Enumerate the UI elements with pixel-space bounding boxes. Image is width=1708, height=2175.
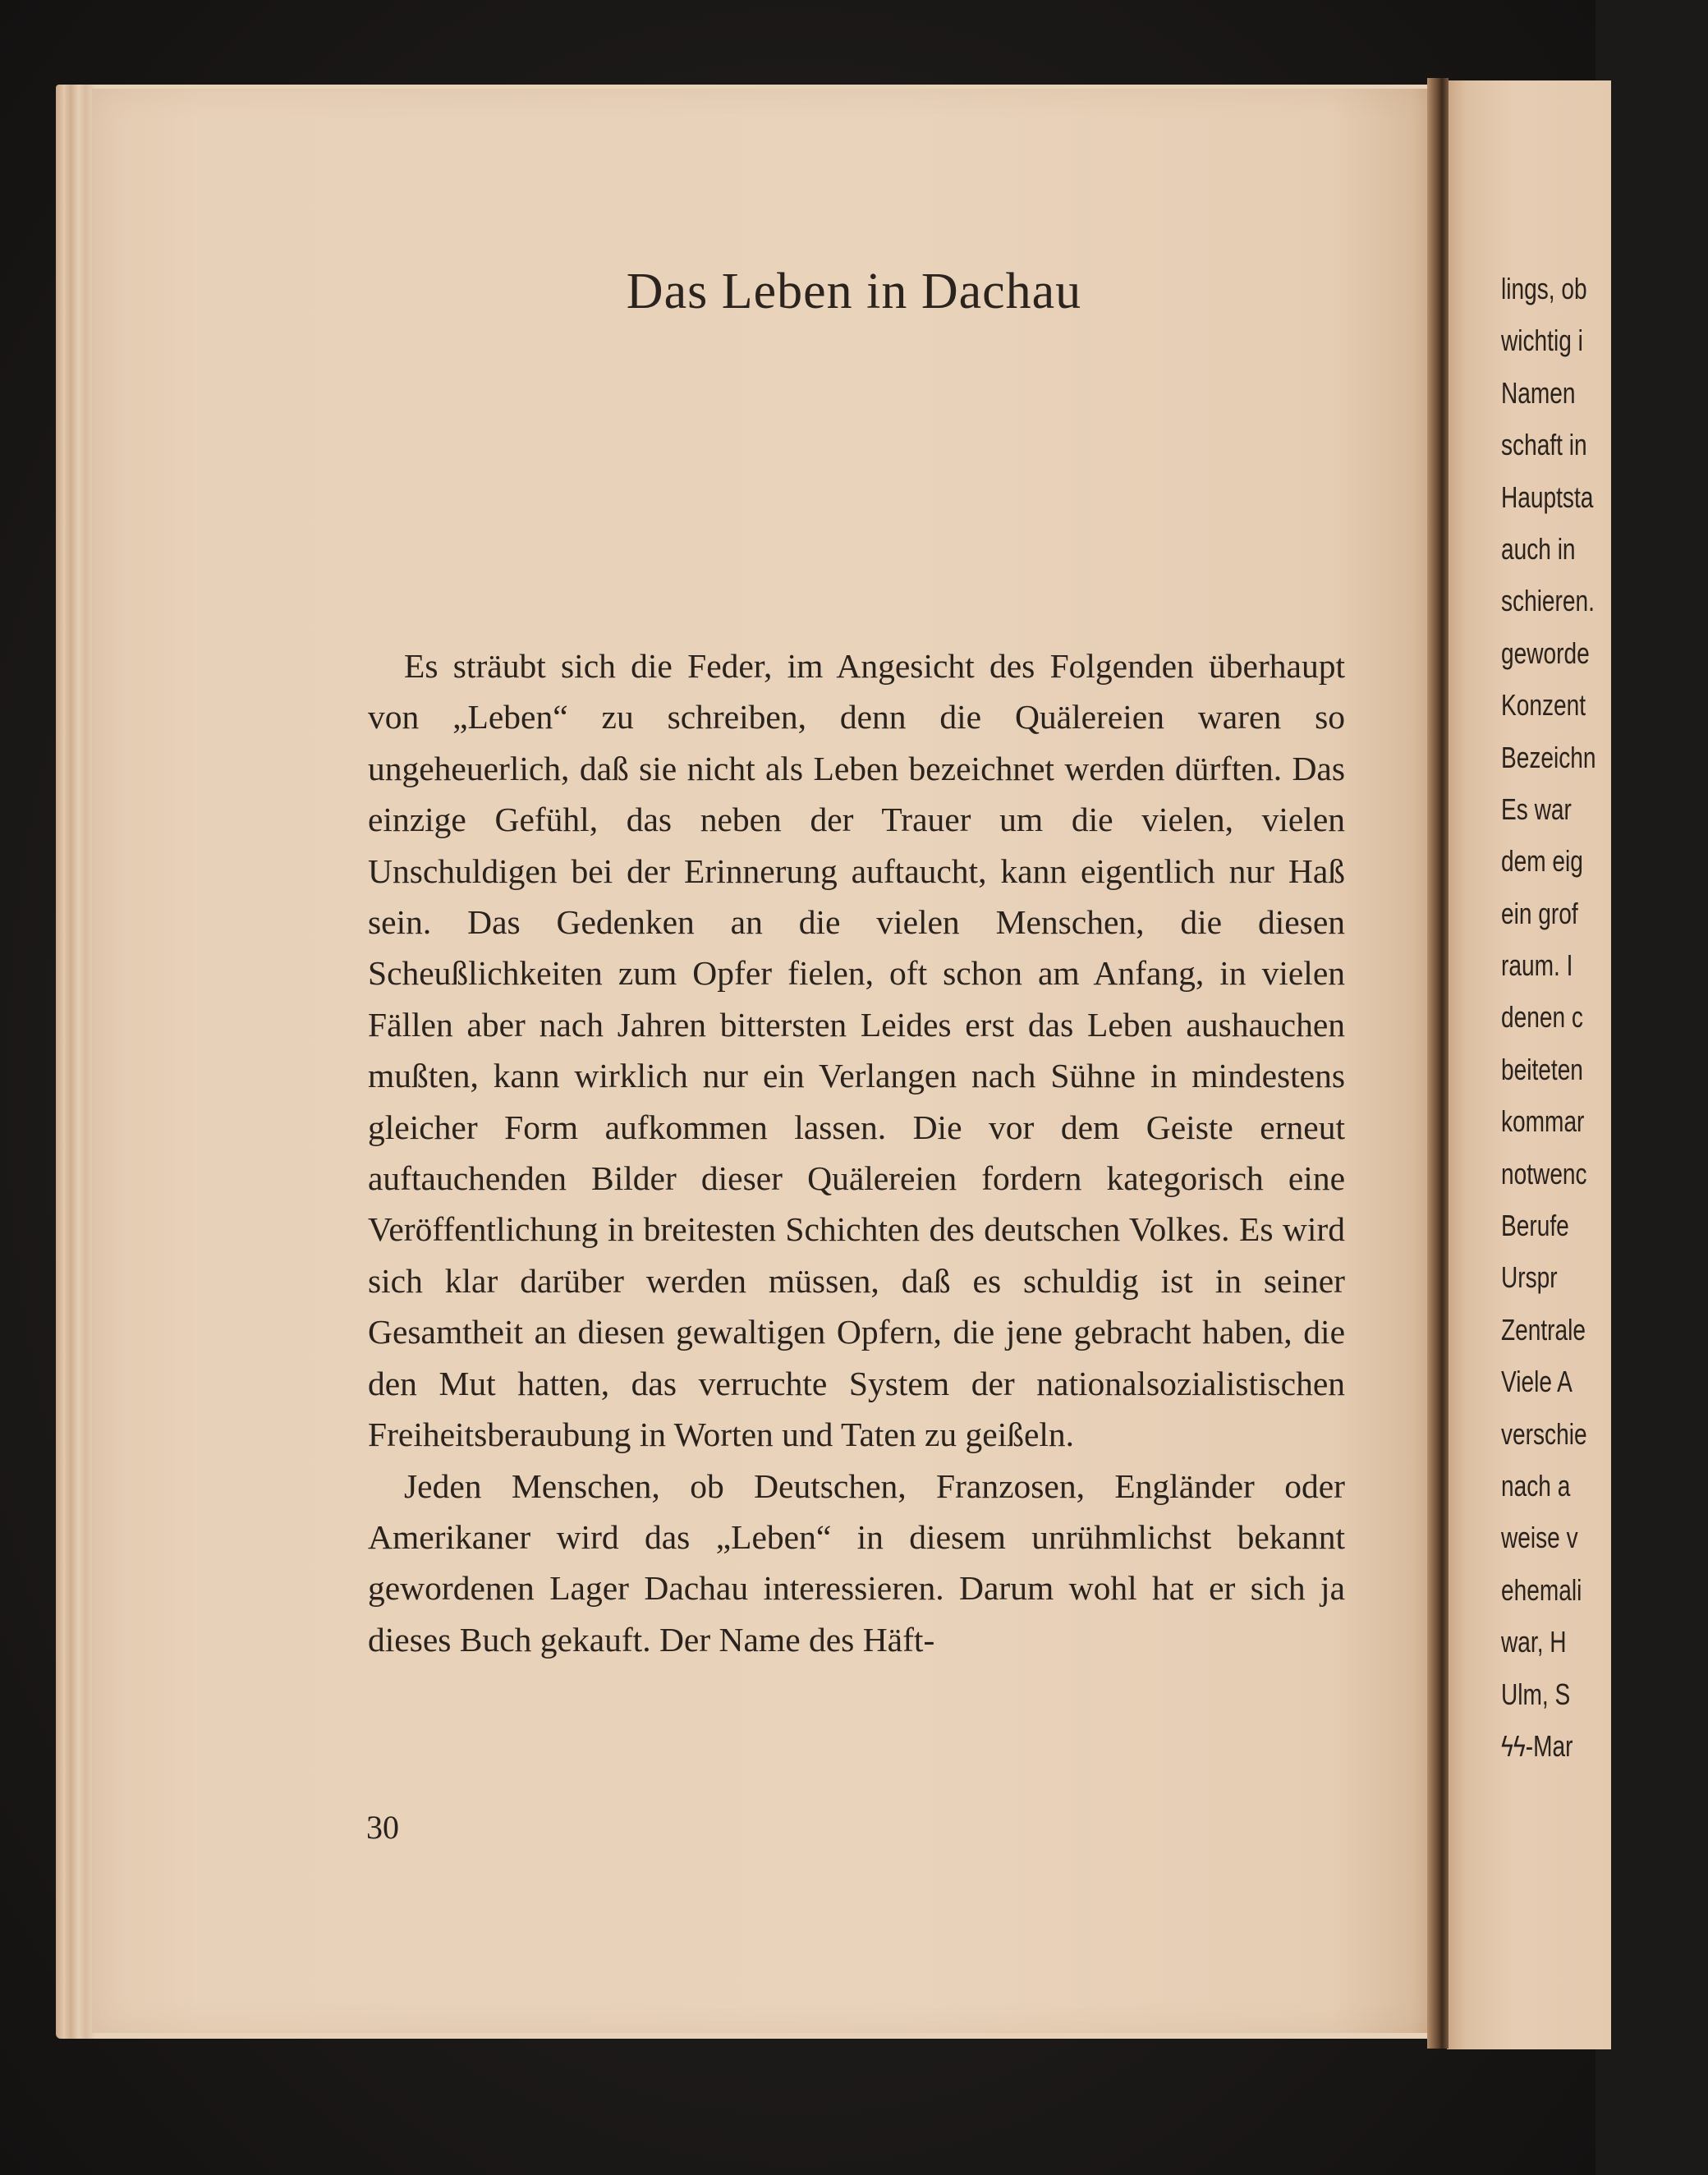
- body-text: [368, 640, 1345, 1665]
- facing-line: dem eig: [1501, 844, 1583, 879]
- facing-line: lings, ob: [1501, 272, 1587, 305]
- facing-line: ehemali: [1501, 1572, 1582, 1607]
- facing-line: wichtig i: [1501, 323, 1583, 358]
- facing-line: verschie: [1501, 1416, 1587, 1451]
- facing-page-text: [1501, 263, 1596, 1772]
- facing-line: weise v: [1501, 1521, 1578, 1555]
- facing-line: Ulm, S: [1501, 1677, 1571, 1711]
- facing-line: ϟϟ-Mar: [1501, 1728, 1573, 1763]
- facing-line: Viele A: [1501, 1365, 1573, 1399]
- facing-line: Bezeichn: [1501, 740, 1596, 774]
- facing-line: schieren.: [1501, 584, 1595, 618]
- facing-line: ein grof: [1501, 896, 1578, 930]
- book-gutter: [1427, 78, 1449, 2049]
- facing-line: Konzent: [1501, 688, 1586, 723]
- facing-line: kommar: [1501, 1104, 1585, 1139]
- paragraph-1: Es sträubt sich die Feder, im Angesicht des Folgenden überhaupt von „Leben“ zu schreiben, denn die Quälereien waren so ungeheuerlich, daß sie nicht als Leben bezeichnet werden dürften. Das einzige Gefühl, das neben der Trauer um die vielen, vielen Unschuldigen bei der Erinnerung auftaucht, kann eigentlich nur Haß sein. Das Gedenken an die vielen Menschen, die diesen Scheußlichkeiten zum Opfer fielen, oft schon am Anfang, in vielen Fällen aber nach Jahren bittersten Leides erst das Leben aushauchen mußten, kann wirklich nur ein Verlangen nach Sühne in mindestens gleicher Form aufkommen lassen. Die vor dem Geiste erneut auftauchenden Bilder dieser Quälereien fordern kategorisch eine Veröffentlichung in breitesten Schichten des deutschen Volkes. Es wird sich klar darüber werden müssen, daß es schuldig ist in seiner Gesamtheit an diesen gewaltigen Opfern, die jene gebracht haben, die den Mut hatten, das verruchte System der nationalsozialistischen Freiheitsberaubung in Worten und Taten zu geißeln.: [368, 647, 1345, 1454]
- facing-line: Hauptsta: [1501, 480, 1594, 514]
- facing-line: geworde: [1501, 636, 1590, 670]
- facing-line: raum. I: [1501, 948, 1573, 983]
- facing-line: war, H: [1501, 1625, 1567, 1659]
- facing-line: Zentrale: [1501, 1312, 1586, 1347]
- facing-line: notwenc: [1501, 1156, 1587, 1191]
- paragraph-2: Jeden Menschen, ob Deutschen, Franzosen, Engländer oder Amerikaner wird das „Leben“ in diesem unrühmlichst bekannt gewordenen Lager Dachau interessieren. Darum wohl hat er sich ja dieses Buch gekauft. Der Name des Häft-: [368, 1466, 1345, 1659]
- facing-line: Urspr: [1501, 1260, 1558, 1295]
- page-number: 30: [366, 1809, 399, 1846]
- facing-line: denen c: [1501, 1000, 1583, 1035]
- facing-line: auch in: [1501, 531, 1576, 566]
- facing-line: beiteten: [1501, 1052, 1583, 1086]
- facing-line: nach a: [1501, 1468, 1571, 1503]
- chapter-title: Das Leben in Dachau: [626, 264, 1082, 319]
- facing-line: Es war: [1501, 792, 1572, 826]
- facing-line: Namen: [1501, 375, 1576, 410]
- facing-line: schaft in: [1501, 428, 1587, 462]
- facing-line: Berufe: [1501, 1209, 1569, 1243]
